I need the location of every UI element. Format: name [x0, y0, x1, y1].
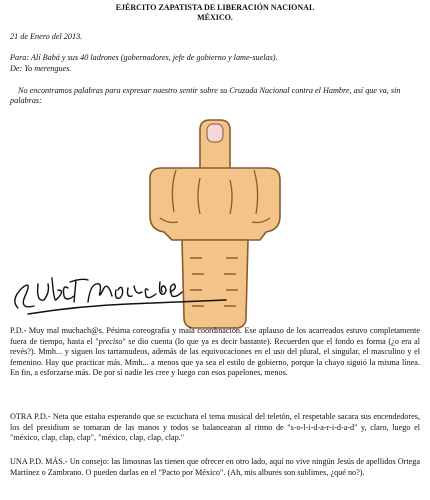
postscript-3: UNA P.D. MÁS.- Un consejo: las limosnas las tienen que ofrecer en otro lado, aquí no vive ningún Jesús de apellidos Ortega Martínez o Zambrano. O pueden darlas en el "Pacto por México". (Ah, mis albures son sublimes, ¿qué no?). [10, 457, 420, 477]
letter-recipient: Para: Alí Babá y sus 40 ladrones (gobernadores, jefe de gobierno y lame-suelas). [10, 53, 278, 62]
country-name: MÉXICO. [197, 13, 233, 22]
letter-date: 21 de Enero del 2013. [10, 32, 83, 41]
letter-intro: No encontramos palabras para expresar nuestro sentir sobre su Cruzada Nacional contra el Hambre, así que va, sin palabras: [10, 86, 401, 105]
postscript-1: P.D.- Muy mal muchach@s. Pésima coreografía y mala coordinación. Ese aplauso de los acarreados estuvo completamente fuera de tiempo, hasta el "preciso" se dio cuenta (lo que ya es decir bastante). Recuerden que el fondo es forma (¿o era al revés?). Mmh... y siguen los tartamudeos, además de las equivocaciones en el uso del plural, el singular, el masculino y el femenino. Hay que practicar más. Mmh... a menos que ya sea el estilo de gobierno, porque la chayo siguió la misma línea. En fin, a esforzarse más. De por sí nadie les cree y luego con esos papelones, menos. [10, 326, 420, 378]
signature-text: SubComandante [68, 276, 75, 277]
postscript-2: OTRA P.D.- Neta que estaba esperando que se escuchara el tema musical del teletón, el respetable sacara sus encendedores, los del presidium se tomaran de las manos y todos se balancearan al ritmo de "s-o-l-i-d-a-r-i-d-a-d" y, claro, luego el "méxico, clap, clap, clap", "méxico, clap, clap, clap." [10, 412, 420, 443]
letter-header [0, 3, 430, 23]
signature-scribble [8, 262, 233, 322]
organization-name: EJÉRCITO ZAPATISTA DE LIBERACIÓN NACIONAL [115, 3, 315, 12]
letter-sender: De: Yo merengues. [10, 64, 72, 73]
